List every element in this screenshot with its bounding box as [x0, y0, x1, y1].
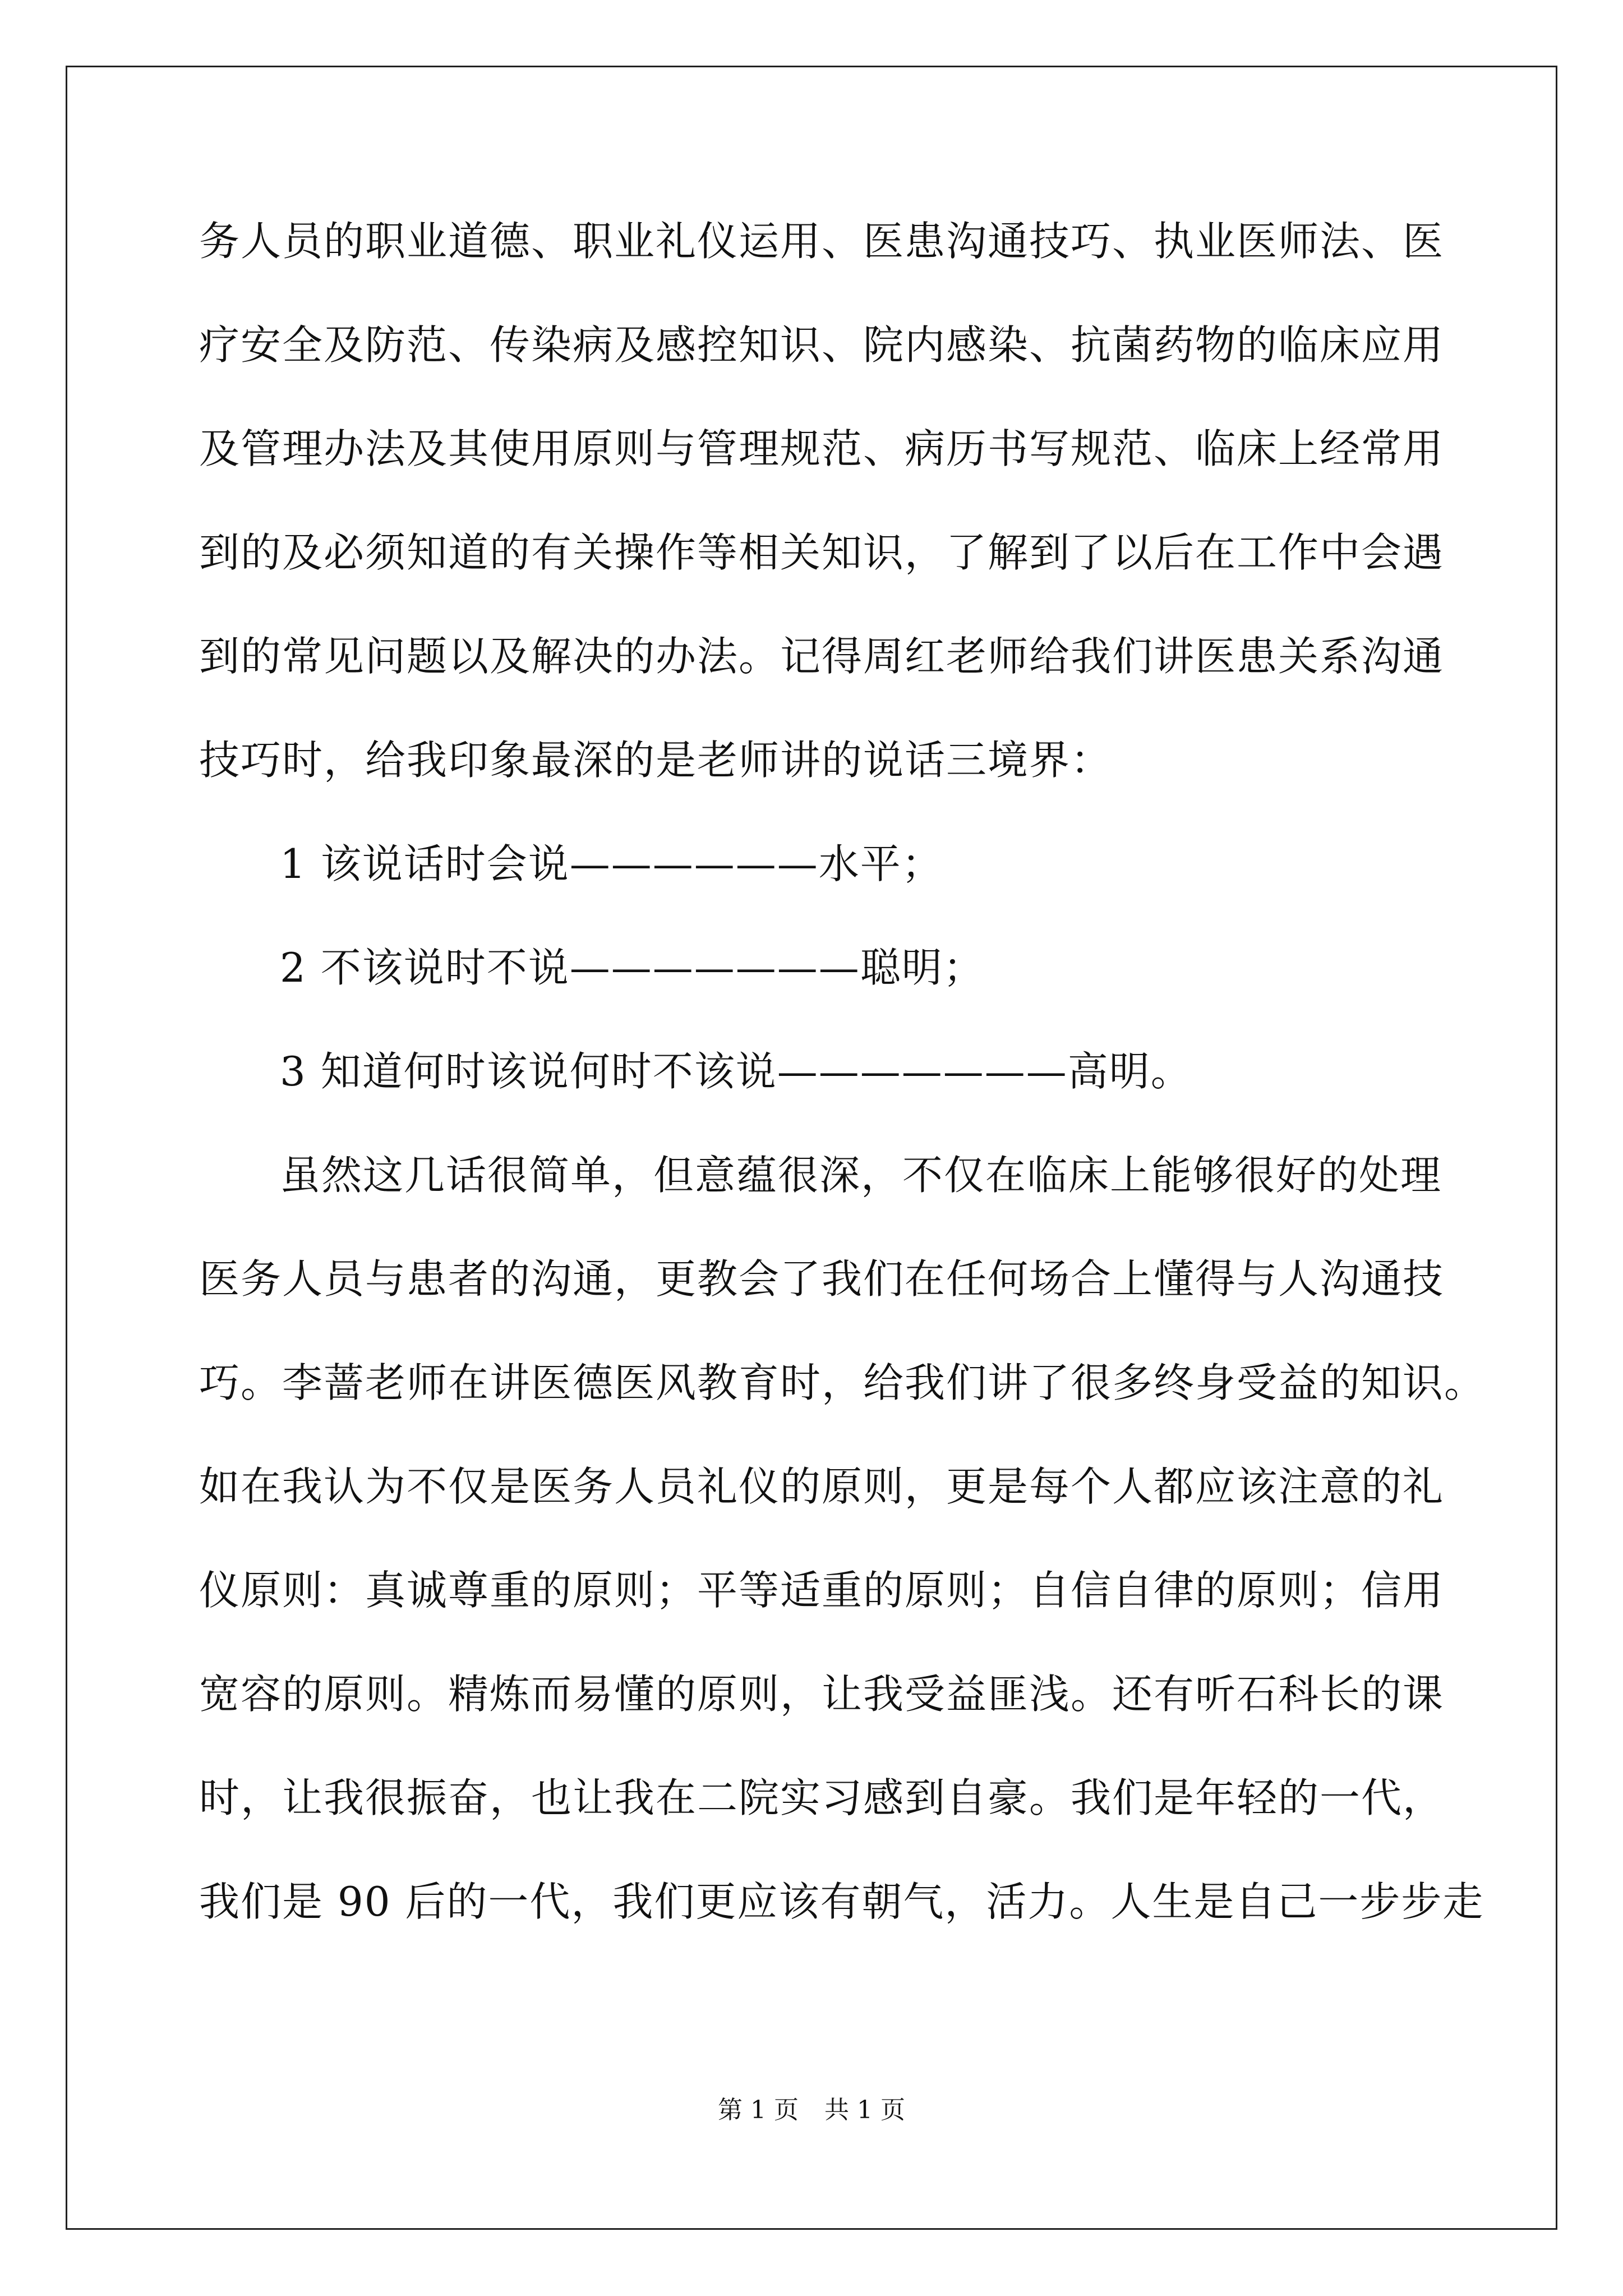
text-line: 巧。李蔷老师在讲医德医风教育时，给我们讲了很多终身受益的知识。: [199, 1359, 1486, 1406]
list-item: 2 不该说时不说———————聪明；: [280, 944, 985, 991]
text-line: 务人员的职业道德、职业礼仪运用、医患沟通技巧、执业医师法、医: [199, 218, 1445, 265]
text-line: 时，让我很振奋，也让我在二院实习感到自豪。我们是年轻的一代，: [199, 1774, 1445, 1821]
text-line: 技巧时，给我印象最深的是老师讲的说话三境界：: [199, 737, 1113, 784]
text-line: 仪原则：真诚尊重的原则；平等适重的原则；自信自律的原则；信用: [199, 1567, 1445, 1614]
text-line: 及管理办法及其使用原则与管理规范、病历书写规范、临床上经常用: [199, 425, 1445, 472]
text-line: 宽容的原则。精炼而易懂的原则，让我受益匪浅。还有听石科长的课: [199, 1671, 1445, 1718]
text-line: 到的常见问题以及解决的办法。记得周红老师给我们讲医患关系沟通: [199, 633, 1445, 680]
text-line: 疗安全及防范、传染病及感控知识、院内感染、抗菌药物的临床应用: [199, 321, 1445, 369]
text-line: 医务人员与患者的沟通，更教会了我们在任何场合上懂得与人沟通技: [199, 1255, 1445, 1303]
text-line: 如在我认为不仅是医务人员礼仪的原则，更是每个人都应该注意的礼: [199, 1463, 1445, 1510]
page-footer: [0, 2093, 1623, 2127]
page-total: 共 1 页: [824, 2096, 905, 2124]
page-number: 第 1 页: [718, 2096, 799, 2124]
list-item: 3 知道何时该说何时不该说———————高明。: [280, 1048, 1192, 1095]
text-line: 到的及必须知道的有关操作等相关知识，了解到了以后在工作中会遇: [199, 529, 1445, 576]
paragraph-start: 虽然这几话很简单，但意蕴很深，不仅在临床上能够很好的处理: [280, 1152, 1442, 1199]
text-line: 我们是 90 后的一代，我们更应该有朝气，活力。人生是自己一步步走: [199, 1878, 1484, 1925]
list-item: 1 该说话时会说——————水平；: [280, 840, 943, 887]
